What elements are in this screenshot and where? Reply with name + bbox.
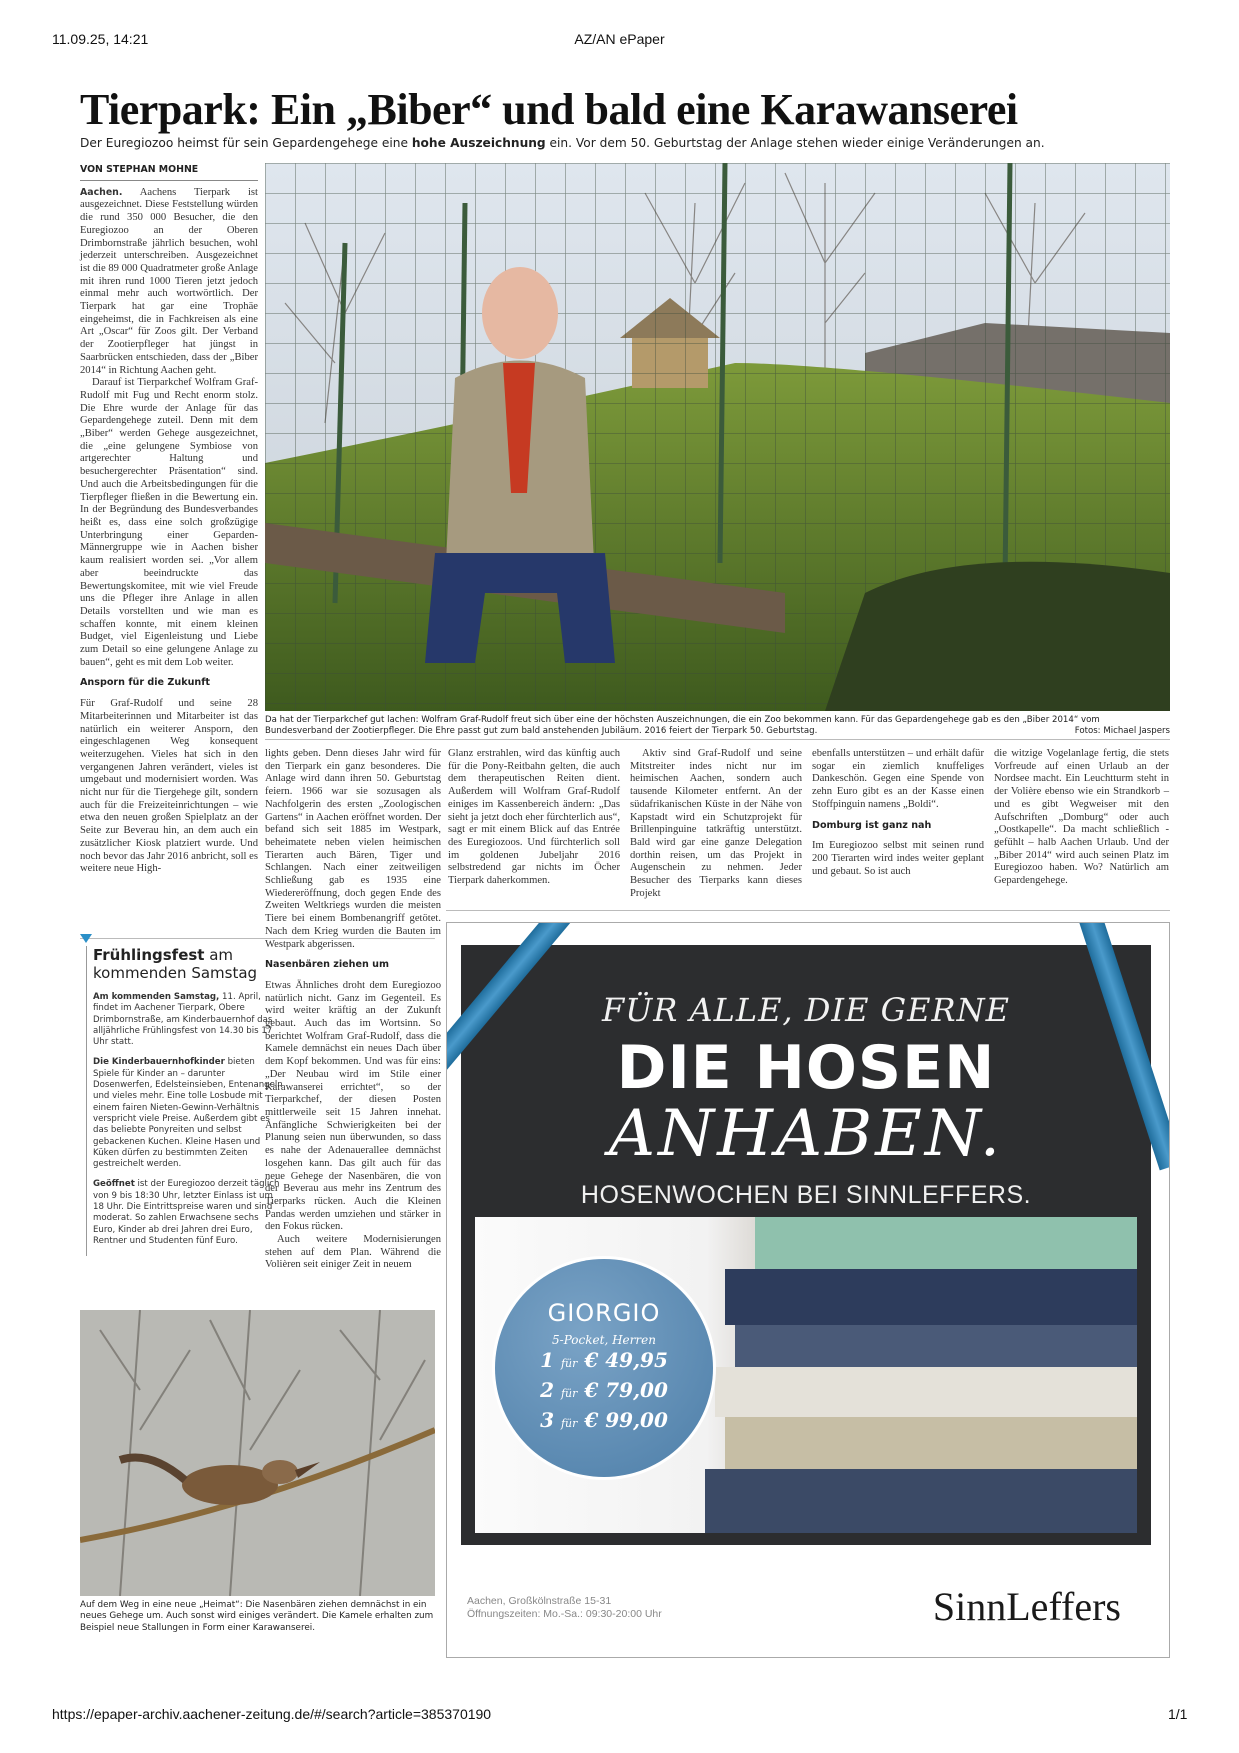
infobox-lead: Die Kinderbauernhofkinder — [93, 1057, 225, 1068]
article-column-1 — [80, 164, 258, 876]
paragraph: Für Graf-Rudolf und seine 28 Mitarbeiterinnen und Mitarbeiter ist das natürlich ein weiterer Ansporn, den eingeschlagenen Weg konsequent weiterzugehen. Vieles hat sich in den vergangenen Jahren verändert, vieles ist umgebaut und modernisiert worden. Was nicht nur für die Tiergehege gilt, sondern auch für die Freizeiteinrichtungen – wie etwa den neuen großen Spielplatz an der Seite zur Beverau hin, an dem auch ein zusätzlicher Kiosk platziert wurde. Und noch bevor das Jahr 2016 anbricht, soll es weitere neue High- — [80, 698, 258, 875]
coati-image — [80, 1310, 435, 1596]
paragraph: Darauf ist Tierparkchef Wolfram Graf-Rudolf mit Fug und Recht enorm stolz. Die Ehre wurde der Anlage für das Gepardengehege zuteil. Denn mit dem „Biber“ werden Gehege ausgezeichnet, die „eine gelungene Symbiose von artgerechter Haltung und besuchergerechter Präsentation“ sind. Und auch die Arbeitsbedingungen für die Tierpfleger fließen in die Bewertung ein. In der Begründung des Bundesverbandes heißt es, dass eine solch großzügige Unterbringung einer Geparden-Männergruppe wie in Aachen bisher kaum realisiert worden sei. „Vor allem aber beeindruckte das Bewertungskomitee, mit wie viel Freude uns die Pfleger ihre Anlage in allen Details vorstellten und wie man es schaffen konnte, mit einem kleinen Budget, viel Eigenleistung und Liebe zum Detail so eine gelungene Anlage zu bauen“, geht es mit dem Lob weiter. — [80, 377, 258, 668]
section-heading: Domburg ist ganz nah — [812, 819, 932, 831]
main-photo-caption-text: Da hat der Tierparkchef gut lachen: Wolfram Graf-Rudolf freut sich über eine der höchsten Auszeichnungen, die ein Zoo bekommen kann. Für das Gepardengehege gab es den „Biber 2014“ vom Bundesverband der Zootierpfleger. Die Ehre passt gut zum bald anstehenden Jubiläum. 2016 feiert der Tierpark 50. Geburtstag. — [265, 715, 1100, 736]
sinnleffers-logo: SinnLeffers — [932, 1584, 1121, 1629]
infobox-paragraph — [93, 1179, 283, 1247]
ad-hours-line: Öffnungszeiten: Mo.-Sa.: 09:30-20:00 Uhr — [467, 1608, 662, 1620]
offer-word: für — [560, 1387, 578, 1400]
ad-footer — [461, 1569, 1151, 1639]
infobox-lead: Am kommenden Samstag, — [93, 992, 220, 1002]
badge-brand: GIORGIO — [547, 1299, 661, 1327]
article-column-5 — [812, 748, 984, 878]
section-heading: Nasenbären ziehen um — [265, 959, 390, 971]
ad-tagline-2: DIE HOSEN — [616, 1033, 996, 1103]
infobox-title-rest: am kommenden Samstag — [93, 946, 258, 982]
paragraph: ebenfalls unterstützen – und erhält dafür sogar ein ziemlich knuffeliges Dankeschön. Gegen eine Spende von zehn Euro gibt es an der Kasse einen Stoffpinguin namens „Boldi“. — [812, 748, 984, 810]
article-column-6 — [994, 748, 1169, 888]
paragraph: Aktiv sind Graf-Rudolf und seine Mitstreiter indes nicht nur im heimischen Aachen, sondern auch tausende Kilometer entfernt. An der südafrikanischen Küste in der Nähe von Kapstadt wird ein Schutzprojekt für Brillenpinguine tatkräftig unterstützt. Bald wird gar eine ganze Delegation dorthin reisen, um das Projekt in Augenschein zu nehmen. Jeder Besucher des Tierparks kann dieses Projekt — [630, 748, 802, 899]
print-page-number: 1/1 — [1168, 1706, 1188, 1722]
infobox-marker-icon — [80, 934, 92, 943]
article-headline: Tierpark: Ein „Biber“ und bald eine Karawanserei — [80, 85, 1018, 134]
ad-chalkboard — [461, 945, 1151, 1545]
photo-credit: Fotos: Michael Jaspers — [1074, 726, 1170, 736]
columns-divider — [446, 910, 1170, 911]
zookeeper-photo — [265, 163, 1170, 711]
caption-divider — [265, 739, 1170, 740]
offer-qty: 3 — [540, 1408, 555, 1432]
infobox-text: ist der Euregiozoo derzeit täglich von 9 bis 18:30 Uhr, letzter Einlass ist um 18 Uhr. Die Eintrittspreise waren und sind moderat. So zahlen Erwachsene sechs Euro, Kinder ab drei Jahren drei Euro, Rentner und Studenten fünf Euro. — [93, 1179, 280, 1246]
coati-photo — [80, 1310, 435, 1596]
ad-tagline-4: HOSENWOCHEN BEI SINNLEFFERS. — [580, 1181, 1032, 1209]
offer-price: € 99,00 — [584, 1408, 668, 1432]
infobox-text: 11. April, findet im Aachener Tierpark, Obere Drimbornstraße, am Kinderbauernhof das alljährliche Frühlingsfest von 14.30 bis 17 Uhr statt. — [93, 992, 273, 1048]
article-column-4 — [630, 748, 802, 900]
byline: VON STEPHAN MOHNE — [80, 164, 258, 181]
ad-address-line: Aachen, Großkölnstraße 15-31 — [467, 1595, 612, 1607]
coati-caption: Auf dem Weg in eine neue „Heimat“: Die Nasenbären ziehen demnächst in ein neues Gehege um. Auch sonst wird einiges verändert. Die Kamele erhalten zum Beispiel neue Stallungen in Form einer Karawanserei. — [80, 1600, 434, 1633]
subhead-bold: hohe Auszeichnung — [411, 136, 546, 150]
paragraph: die witzige Vogelanlage fertig, die stets Vorfreude auf einen Urlaub an der Nordsee macht. Ein Leuchtturm steht in der Volière ebenso wie ein Strandkorb – und es gibt Wegweiser mit den Aufschriften „Domburg“ oder auch „Oostkapelle“. Da macht schließlich - gefühlt – halb Aachen Urlaub. Und der „Biber 2014“ wird auch seinen Platz im Euregiozoo haben. Wo? Natürlich am Gepardengehege. — [994, 748, 1169, 887]
ad-tagline-1: FÜR ALLE, DIE GERNE — [602, 991, 1010, 1029]
infobox-top-rule — [80, 938, 435, 939]
giorgio-price-badge — [495, 1259, 713, 1477]
sinnleffers-advert[interactable] — [446, 922, 1170, 1658]
infobox-lead: Geöffnet — [93, 1179, 135, 1190]
article-column-3 — [448, 748, 620, 888]
ad-jeans-photo — [475, 1217, 1137, 1533]
print-datetime: 11.09.25, 14:21 — [52, 31, 149, 47]
paragraph-text: Aachens Tierpark ist ausgezeichnet. Diese Feststellung würden die rund 350 000 Besucher, die den Euregiozoo an der Oberen Drimbornstraße jährlich besuchen, wohl jederzeit unterschreiben. Ausgezeichnet ist die 89 000 Quadratmeter große Anlage mit ihren rund 1000 Tieren jetzt jedoch einmal mehr auch wortwörtlich. Der Tierpark hat gar eine Trophäe eingeheimst, die in Fachkreisen als eine Art „Oscar“ für Zoos gilt. Der Verband der Zootierpfleger hat jüngst in Saarbrücken entschieden, dass der „Biber 2014“ in Richtung Aachen geht. — [80, 186, 258, 376]
print-title: AZ/AN ePaper — [574, 31, 665, 47]
section-heading: Ansporn für die Zukunft — [80, 677, 210, 689]
paragraph — [80, 187, 258, 378]
article-column-2 — [265, 748, 441, 1272]
offer-price: € 49,95 — [584, 1348, 668, 1372]
infobox-title — [93, 946, 283, 982]
paragraph: Im Euregiozoo selbst mit seinen rund 200 Tierarten wird indes weiter geplant und gebaut. So ist auch — [812, 840, 984, 877]
infobox — [86, 946, 283, 1256]
badge-offer-1 — [495, 1347, 713, 1377]
dateline: Aachen. — [80, 186, 123, 198]
subhead-pre: Der Euregiozoo heimst für sein Gepardengehege eine — [80, 136, 412, 150]
badge-offer-3 — [495, 1407, 713, 1437]
offer-qty: 2 — [540, 1378, 555, 1402]
offer-word: für — [560, 1357, 578, 1370]
main-photo — [265, 163, 1170, 711]
paragraph: lights geben. Denn dieses Jahr wird für den Tierpark ein ganz besonderes. Die Anlage wird dann ihren 50. Geburtstag feiern. 1966 war sie sozusagen als Nachfolgerin des ersten „Zoologischen Gartens“ in Aachen eröffnet worden. Der befand sich seit 1885 im Westpark, beheimatete neben vielen heimischen Tierarten auch Bären, Tiger und Schlangen. Nach einer zeitweiligen Schließung gab es 1935 eine Wiedereröffnung, doch gegen Ende des Zweiten Weltkriegs wurden die meisten Tiere bei einem Bombenangriff getötet. Nach dem Krieg wurden die Bauten im Westpark abgerissen. — [265, 748, 441, 950]
subhead-post: ein. Vor dem 50. Geburtstag der Anlage stehen wieder einige Veränderungen an. — [545, 136, 1045, 150]
infobox-text: bieten Spiele für Kinder an – darunter Dosenwerfen, Edelsteinsieben, Entenangeln und vieles mehr. Eine tolle Losbude mit einem fairen Nieten-Gewinn-Verhältnis verspricht viele Preise. Außerdem gibt es das beliebte Ponyreiten und selbst gebackenen Kuchen. Kleine Hasen und Küken dürfen zu bestimmten Zeiten gestreichelt werden. — [93, 1057, 283, 1170]
offer-qty: 1 — [540, 1348, 555, 1372]
print-url[interactable]: https://epaper-archiv.aachener-zeitung.de/#/search?article=385370190 — [52, 1706, 492, 1722]
badge-product: 5-Pocket, Herren — [552, 1333, 656, 1347]
offer-price: € 79,00 — [584, 1378, 668, 1402]
paragraph: Auch weitere Modernisierungen stehen auf dem Plan. Während die Volièren seit einiger Zeit in neuem — [265, 1234, 441, 1271]
infobox-paragraph — [93, 1057, 283, 1170]
offer-word: für — [560, 1417, 578, 1430]
paragraph: Glanz erstrahlen, wird das künftig auch für die Pony-Reitbahn gelten, die auch dem therapeutischen Reiten dient. Außerdem will Wolfram Graf-Rudolf einiges im Kassenbereich ändern: „Das sieht ja jetzt doch eher fürchterlich aus“, sagt er mit einem Blick auf das Entrée des Euregiozoos. Und fürchterlich soll im goldenen Jubeljahr 2016 selbstredend gar nichts im Öcher Tierpark daherkommen. — [448, 748, 620, 887]
article-subhead — [80, 136, 1180, 150]
main-photo-caption — [265, 715, 1170, 737]
ad-address — [467, 1595, 662, 1621]
infobox-paragraph — [93, 992, 283, 1048]
infobox-title-bold: Frühlingsfest — [93, 946, 205, 964]
paragraph: Etwas Ähnliches droht dem Euregiozoo natürlich nicht. Ganz im Gegenteil. Es wird weiter kräftig an der Zukunft gebaut. Auch das im Wortsinn. So berichtet Wolfram Graf-Rudolf, dass die Kamele demnächst ein neues Dach über dem Kopf bekommen. Und was für eins: „Der Neubau wird im Stile einer Karawanserei errichtet“, so der Tierparkchef, der diesen Posten mittlerweile seit 15 Jahren innehat. Anfängliche Schwierigkeiten bei der Planung seien nun überwunden, so dass es nahe der Adenauerallee demnächst losgehen kann. Das gilt auch für das neue Gehege der Nasenbären, die von der Beverau aus mehr ins Zentrum des Tierparks rücken. Auch die Kleinen Pandas werden umziehen und stärker in den Fokus rücken. — [265, 979, 441, 1233]
ad-tagline-3: ANHABEN. — [608, 1097, 1004, 1171]
badge-offer-2 — [495, 1377, 713, 1407]
